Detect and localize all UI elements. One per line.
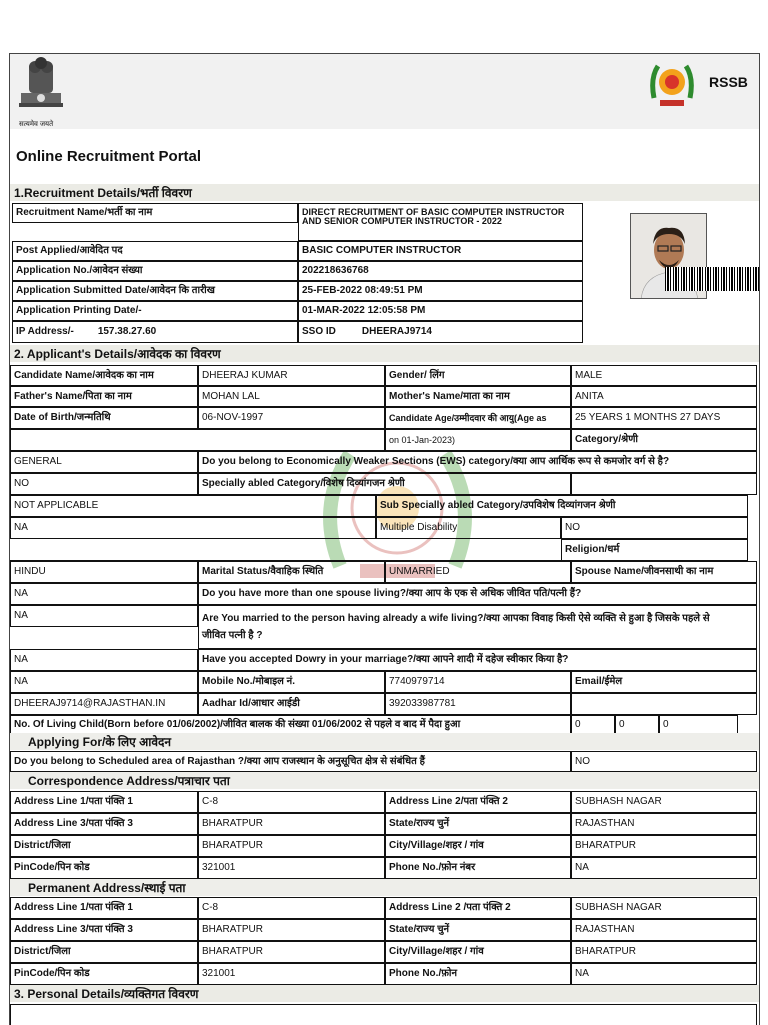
post-applied-label: Post Applied/आवेदित पद xyxy=(12,241,298,261)
blank-cell xyxy=(571,693,757,715)
corr-address-line2-label: Address Line 2/पता पंक्ति 2 xyxy=(385,791,571,813)
application-no-label: Application No./आवेदन संख्या xyxy=(12,261,298,281)
religion-value: HINDU xyxy=(10,561,198,583)
living-child-question: No. Of Living Child(Born before 01/06/2002)/जीवित बालक की संख्या 01/06/2002 से पहले व बाद में पैदा हुआ xyxy=(10,715,571,735)
perm-address-line2-value: SUBHASH NAGAR xyxy=(571,897,757,919)
national-emblem-icon xyxy=(15,57,67,119)
email-value: DHEERAJ9714@RAJASTHAN.IN xyxy=(10,693,198,715)
more-spouse-value: NA xyxy=(10,605,198,627)
corr-address-line3-value: BHARATPUR xyxy=(198,813,385,835)
perm-pincode-label: PinCode/पिन कोड xyxy=(10,963,198,985)
ip-address-label: IP Address/- xyxy=(16,326,74,338)
marital-status-value: UNMARRIED xyxy=(385,561,571,583)
org-short-name: RSSB xyxy=(709,74,748,90)
corr-phone-label: Phone No./फ़ोन नंबर xyxy=(385,857,571,879)
specially-abled-value: NOT APPLICABLE xyxy=(10,495,376,517)
corr-district-value: BHARATPUR xyxy=(198,835,385,857)
submitted-date-label: Application Submitted Date/आवेदन कि तारीख xyxy=(12,281,298,301)
corr-city-label: City/Village/शहर / गांव xyxy=(385,835,571,857)
application-no-value: 202218636768 xyxy=(298,261,583,281)
ews-value: NO xyxy=(10,473,198,495)
dob-value: 06-NOV-1997 xyxy=(198,407,385,429)
sso-id-label: SSO ID xyxy=(302,326,336,338)
perm-pincode-value: 321001 xyxy=(198,963,385,985)
perm-address-line3-value: BHARATPUR xyxy=(198,919,385,941)
married-wife-value: NA xyxy=(10,649,198,671)
sub-specially-abled-value: NA xyxy=(10,517,376,539)
email-label: Email/ईमेल xyxy=(571,671,757,693)
perm-district-label: District/जिला xyxy=(10,941,198,963)
sso-id-row xyxy=(298,321,583,343)
portal-title: Online Recruitment Portal xyxy=(16,148,202,165)
corr-phone-value: NA xyxy=(571,857,757,879)
married-wife-question xyxy=(198,605,757,649)
barcode xyxy=(665,267,759,291)
blank-cell xyxy=(10,429,385,451)
living-child-value-3: 0 xyxy=(659,715,738,735)
category-label: Category/श्रेणी xyxy=(571,429,757,451)
section-recruitment-details: 1.Recruitment Details/भर्ती विवरण xyxy=(10,184,759,201)
corr-pincode-label: PinCode/पिन कोड xyxy=(10,857,198,879)
mother-name-value: ANITA xyxy=(571,386,757,407)
dowry-question: Have you accepted Dowry in your marriage?/क्या आपने शादी में दहेज स्वीकार किया है? xyxy=(198,649,757,671)
candidate-age-label-cont: on 01-Jan-2023) xyxy=(385,429,571,451)
multiple-disability-value: NO xyxy=(561,517,748,539)
dowry-value: NA xyxy=(10,671,198,693)
living-child-value-1: 0 xyxy=(571,715,615,735)
spouse-name-value: NA xyxy=(10,583,198,605)
perm-address-line3-label: Address Line 3/पता पंक्ति 3 xyxy=(10,919,198,941)
recruitment-name-label: Recruitment Name/भर्ती का नाम xyxy=(12,203,298,223)
blank-cell xyxy=(10,539,561,561)
category-value: GENERAL xyxy=(10,451,198,473)
scheduled-area-value: NO xyxy=(571,751,757,772)
section-permanent-address: Permanent Address/स्थाई पता xyxy=(10,879,759,896)
corr-pincode-value: 321001 xyxy=(198,857,385,879)
aadhar-label: Aadhar Id/आधार आईडी xyxy=(198,693,385,715)
corr-district-label: District/जिला xyxy=(10,835,198,857)
corr-address-line1-value: C-8 xyxy=(198,791,385,813)
corr-state-value: RAJASTHAN xyxy=(571,813,757,835)
perm-address-line1-label: Address Line 1/पता पंक्ति 1 xyxy=(10,897,198,919)
spouse-name-label: Spouse Name/जीवनसाथी का नाम xyxy=(571,561,757,583)
candidate-age-value: 25 YEARS 1 MONTHS 27 DAYS xyxy=(571,407,757,429)
father-name-label: Father's Name/पिता का नाम xyxy=(10,386,198,407)
marital-status-label: Marital Status/वैवाहिक स्थिति xyxy=(198,561,385,583)
section-personal-details: 3. Personal Details/व्यक्तिगत विवरण xyxy=(10,985,759,1002)
submitted-date-value: 25-FEB-2022 08:49:51 PM xyxy=(298,281,583,301)
document-header xyxy=(10,54,759,129)
gender-value: MALE xyxy=(571,365,757,386)
candidate-name-label: Candidate Name/आवेदक का नाम xyxy=(10,365,198,386)
corr-city-value: BHARATPUR xyxy=(571,835,757,857)
gender-label: Gender/ लिंग xyxy=(385,365,571,386)
multiple-disability-label: Multiple Disability xyxy=(376,517,561,539)
ip-address-value: 157.38.27.60 xyxy=(97,326,157,338)
specially-abled-label: Specially abled Category/विशेष दिव्यांगजन श्रेणी xyxy=(198,473,571,495)
scheduled-area-question: Do you belong to Scheduled area of Rajasthan ?/क्या आप राजस्थान के अनुसूचित क्षेत्र से संबंधित हैं xyxy=(10,751,571,772)
sub-specially-abled-label: Sub Specially abled Category/उपविशेष दिव्यांगजन श्रेणी xyxy=(376,495,748,517)
perm-state-value: RAJASTHAN xyxy=(571,919,757,941)
mobile-label: Mobile No./मोबाइल नं. xyxy=(198,671,385,693)
perm-address-line1-value: C-8 xyxy=(198,897,385,919)
aadhar-value: 392033987781 xyxy=(385,693,571,715)
father-name-value: MOHAN LAL xyxy=(198,386,385,407)
section-applying-for: Applying For/के लिए आवेदन xyxy=(10,733,759,750)
corr-address-line1-label: Address Line 1/पता पंक्ति 1 xyxy=(10,791,198,813)
printing-date-label: Application Printing Date/- xyxy=(12,301,298,321)
married-wife-question-line1: Are You married to the person having already a wife living?/क्या आपका विवाह किसी ऐसे व्यक्ति से हुआ है जिसके पहले से xyxy=(202,612,710,624)
blank-cell xyxy=(571,473,757,495)
sso-id-value: DHEERAJ9714 xyxy=(361,326,432,338)
corr-state-label: State/राज्य चुनें xyxy=(385,813,571,835)
candidate-name-value: DHEERAJ KUMAR xyxy=(198,365,385,386)
personal-details-table xyxy=(10,1004,757,1025)
ews-question: Do you belong to Economically Weaker Sections (EWS) category/क्या आप आर्थिक रूप से कमजोर वर्ग से है? xyxy=(198,451,757,473)
candidate-age-label: Candidate Age/उम्मीदवार की आयु(Age as xyxy=(385,407,571,429)
section-applicant-details: 2. Applicant's Details/आवेदक का विवरण xyxy=(10,345,759,362)
section-correspondence-address: Correspondence Address/पत्राचार पता xyxy=(10,772,759,789)
perm-address-line2-label: Address Line 2 /पता पंक्ति 2 xyxy=(385,897,571,919)
ip-address-row xyxy=(12,321,298,343)
mobile-value: 7740979714 xyxy=(385,671,571,693)
rssb-logo-icon xyxy=(648,58,696,112)
perm-city-value: BHARATPUR xyxy=(571,941,757,963)
perm-district-value: BHARATPUR xyxy=(198,941,385,963)
perm-phone-value: NA xyxy=(571,963,757,985)
perm-state-label: State/राज्य चुनें xyxy=(385,919,571,941)
religion-label: Religion/धर्म xyxy=(561,539,748,561)
printing-date-value: 01-MAR-2022 12:05:58 PM xyxy=(298,301,583,321)
more-spouse-question: Do you have more than one spouse living?/क्या आप के एक से अधिक जीवित पति/पत्नी हैं? xyxy=(198,583,757,605)
recruitment-name-value: DIRECT RECRUITMENT OF BASIC COMPUTER INSTRUCTOR AND SENIOR COMPUTER INSTRUCTOR - 2022 xyxy=(298,203,583,241)
married-wife-question-line2: जीवित पत्नी है ? xyxy=(202,630,263,641)
perm-phone-label: Phone No./फ़ोन xyxy=(385,963,571,985)
corr-address-line3-label: Address Line 3/पता पंक्ति 3 xyxy=(10,813,198,835)
post-applied-value: BASIC COMPUTER INSTRUCTOR xyxy=(298,241,583,261)
corr-address-line2-value: SUBHASH NAGAR xyxy=(571,791,757,813)
living-child-value-2: 0 xyxy=(615,715,659,735)
dob-label: Date of Birth/जन्मतिथि xyxy=(10,407,198,429)
perm-city-label: City/Village/शहर / गांव xyxy=(385,941,571,963)
mother-name-label: Mother's Name/माता का नाम xyxy=(385,386,571,407)
emblem-caption: सत्यमेव जयते xyxy=(19,121,54,128)
application-document xyxy=(9,53,760,1025)
